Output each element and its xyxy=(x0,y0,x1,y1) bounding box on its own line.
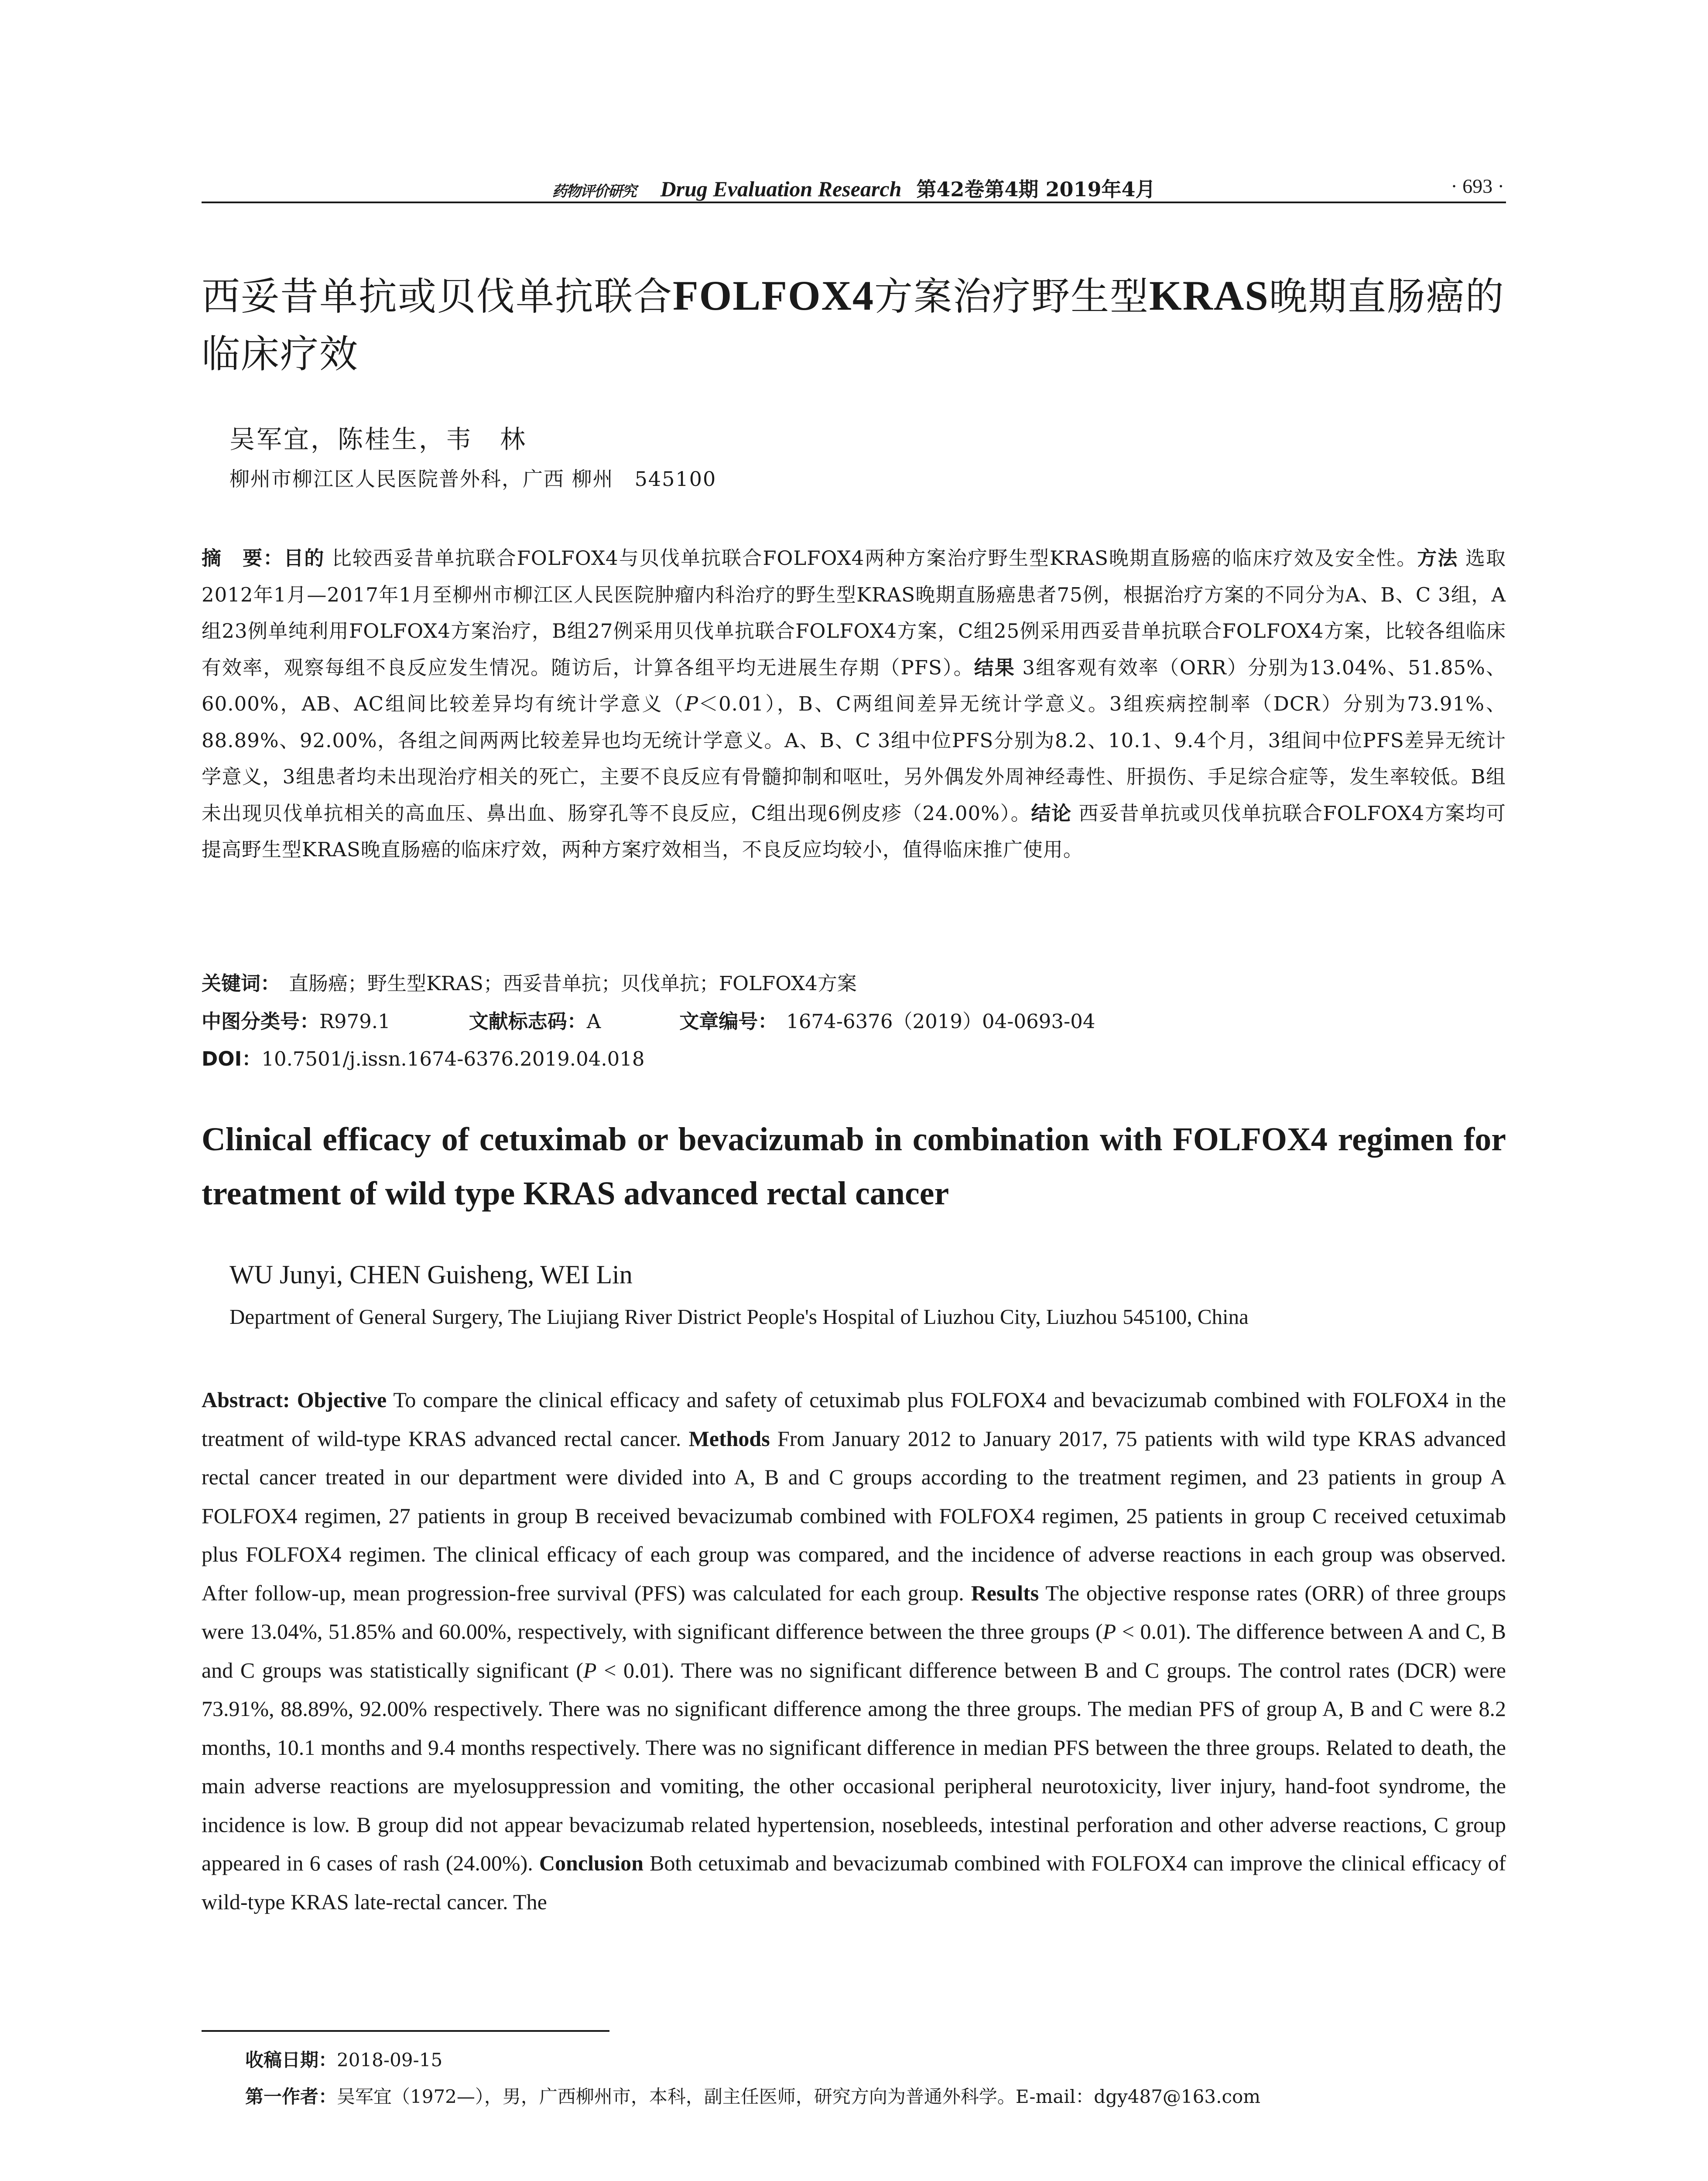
cn-title-part: 方案治疗野生型 xyxy=(874,274,1150,319)
en-conclusion-label: Conclusion xyxy=(539,1851,643,1875)
keywords-label: 关键词： xyxy=(202,972,281,995)
cn-authors: 吴军宜，陈桂生，韦 林 xyxy=(229,424,527,454)
cn-abstract-label: 摘 要： xyxy=(202,547,284,570)
cn-title-term: KRAS xyxy=(1149,272,1269,319)
en-abstract xyxy=(202,1381,1506,1921)
first-author-label: 第一作者： xyxy=(245,2086,337,2107)
cn-doi xyxy=(202,1043,1506,1071)
page-number: · 693 · xyxy=(1451,175,1504,197)
article-page xyxy=(202,0,1506,2181)
cn-conclusion-label: 结论 xyxy=(1031,801,1072,825)
en-p-symbol: P xyxy=(1102,1619,1116,1644)
cn-title xyxy=(202,267,1506,383)
cn-objective-label: 目的 xyxy=(284,547,325,570)
en-results-text: The objective response rates (ORR) of three groups were 13.04%, 51.85% and 60.00%, respectively, with significant difference between the three groups ( xyxy=(202,1580,1506,1644)
journal-name: Drug Evaluation Research xyxy=(660,177,902,201)
cn-p-symbol: P xyxy=(685,692,699,715)
en-results-text-2: < 0.01). The difference between A and C, B and C groups was statistically significant ( xyxy=(202,1619,1506,1682)
en-conclusion-text: Both cetuximab and bevacizumab combined with FOLFOX4 can improve the clinical efficacy of wild-type KRAS late-rectal cancer. The xyxy=(202,1851,1506,1914)
doi-label: DOI： xyxy=(202,1047,262,1070)
doccode-label: 文献标志码： xyxy=(469,1010,587,1033)
en-p-symbol: P xyxy=(583,1658,597,1682)
cn-affiliation: 柳州市柳江区人民医院普外科，广西 柳州 545100 xyxy=(229,467,717,491)
en-results-label: Results xyxy=(971,1580,1039,1605)
running-header xyxy=(202,171,1506,203)
en-methods-label: Methods xyxy=(688,1426,770,1451)
cn-results-text-2: ＜0.01），B、C两组间差异无统计学意义。3组疾病控制率（DCR）分别为73.91%、88.89%、92.00%，各组之间两两比较差异也均无统计学意义。A、B、C 3组中位PFS分别为8.2、10.1、9.4个月，3组间中位PFS差异无统计学意义，3组患者均未出现治疗相关的死亡，主要不良反应有骨髓抑制和呕吐，另外偶发外周神经毒性、肝损伤、手足综合症等，发生率较低。B组未出现贝伐单抗相关的高血压、鼻出血、肠穿孔等不良反应，C组出现6例皮疹（24.00%）。 xyxy=(202,692,1506,825)
en-results-text-3: < 0.01). There was no significant difference between B and C groups. The control rates (DCR) were 73.91%, 88.89%, 92.00% respectively. There was no significant difference among the three groups. The median PFS of group A, B and C were 8.2 months, 10.1 months and 9.4 months respectively. There was no significant difference in median PFS between the three groups. Related to death, the main adverse reactions are myelosuppression and vomiting, the other occasional peripheral neurotoxicity, liver injury, hand-foot syndrome, the incidence is low. B group did not appear bevacizumab related hypertension, nosebleeds, intestinal perforation and other adverse reactions, C group appeared in 6 cases of rash (24.00%). xyxy=(202,1658,1506,1875)
footnote-first-author xyxy=(245,2082,1260,2109)
en-methods-text: From January 2012 to January 2017, 75 patients with wild type KRAS advanced rectal cancer treated in our department were divided into A, B and C groups according to the treatment regimen, and 23 patients in group A FOLFOX4 regimen, 27 patients in group B received bevacizumab combined with FOLFOX4 regimen, 25 patients in group C received cetuximab plus FOLFOX4 regimen. The clinical efficacy of each group was compared, and the incidence of adverse reactions in each group was observed. After follow-up, mean progression-free survival (PFS) was calculated for each group. xyxy=(202,1426,1506,1605)
footnote-received xyxy=(245,2046,442,2072)
cn-methods-text: 选取2012年1月—2017年1月至柳州市柳江区人民医院肿瘤内科治疗的野生型KRAS晚期直肠癌患者75例，根据治疗方案的不同分为A、B、C 3组，A组23例单纯利用FOLFOX4方案治疗，B组27例采用贝伐单抗联合FOLFOX4方案，C组25例采用西妥昔单抗联合FOLFOX4方案，比较各组临床有效率，观察每组不良反应发生情况。随访后，计算各组平均无进展生存期（PFS）。 xyxy=(202,547,1506,679)
en-objective-label: Objective xyxy=(297,1388,387,1412)
cn-conclusion-text: 西妥昔单抗或贝伐单抗联合FOLFOX4方案均可提高野生型KRAS晚直肠癌的临床疗效，两种方案疗效相当，不良反应均较小，值得临床推广使用。 xyxy=(202,801,1506,861)
en-title: Clinical efficacy of cetuximab or bevacizumab in combination with FOLFOX4 regimen for treatment of wild type KRAS advanced rectal cancer xyxy=(202,1121,1506,1212)
journal-logo: 药物评价研究 xyxy=(552,183,636,200)
cn-classification xyxy=(202,1005,1506,1034)
footnote-rule xyxy=(202,2030,609,2032)
cn-results-label: 结果 xyxy=(974,656,1015,679)
cn-title-part: 西妥昔单抗或贝伐单抗联合 xyxy=(202,274,673,319)
journal-issue: 第42卷第4期 2019年4月 xyxy=(916,178,1156,201)
en-authors: WU Junyi, CHEN Guisheng, WEI Lin xyxy=(229,1260,633,1289)
received-value: 2018-09-15 xyxy=(337,2049,443,2071)
cn-methods-label: 方法 xyxy=(1417,547,1458,570)
first-author-value: 吴军宜（1972—），男，广西柳州市，本科，副主任医师，研究方向为普通外科学。E-mail：dgy487@163.com xyxy=(337,2086,1261,2107)
keywords-value: 直肠癌；野生型KRAS；西妥昔单抗；贝伐单抗；FOLFOX4方案 xyxy=(289,972,857,995)
doi-value: 10.7501/j.issn.1674-6376.2019.04.018 xyxy=(261,1047,645,1070)
cn-results-text: 3组客观有效率（ORR）分别为13.04%、51.85%、60.00%，AB、AC组间比较差异均有统计学意义（ xyxy=(202,656,1506,715)
received-label: 收稿日期： xyxy=(245,2049,337,2071)
en-abstract-label: Abstract: xyxy=(202,1388,290,1412)
running-header-center xyxy=(202,174,1506,202)
en-objective-text: To compare the clinical efficacy and safety of cetuximab plus FOLFOX4 and bevacizumab combined with FOLFOX4 in the treatment of wild-type KRAS advanced rectal cancer. xyxy=(202,1388,1506,1451)
article-number-label: 文章编号： xyxy=(679,1010,778,1033)
cn-title-term: FOLFOX4 xyxy=(673,272,874,319)
doccode-value: A xyxy=(586,1010,601,1033)
article-number-value: 1674-6376（2019）04-0693-04 xyxy=(786,1010,1095,1033)
class-value: R979.1 xyxy=(319,1010,390,1033)
cn-abstract xyxy=(202,540,1506,868)
en-affiliation: Department of General Surgery, The Liujiang River District People's Hospital of Liuzhou City, Liuzhou 545100, China xyxy=(229,1305,1249,1329)
cn-title-part: 晚期直肠癌的临床疗效 xyxy=(202,274,1505,376)
class-label: 中图分类号： xyxy=(202,1010,320,1033)
cn-objective-text: 比较西妥昔单抗联合FOLFOX4与贝伐单抗联合FOLFOX4两种方案治疗野生型KRAS晚期直肠癌的临床疗效及安全性。 xyxy=(332,547,1417,570)
cn-keywords xyxy=(202,967,1506,996)
